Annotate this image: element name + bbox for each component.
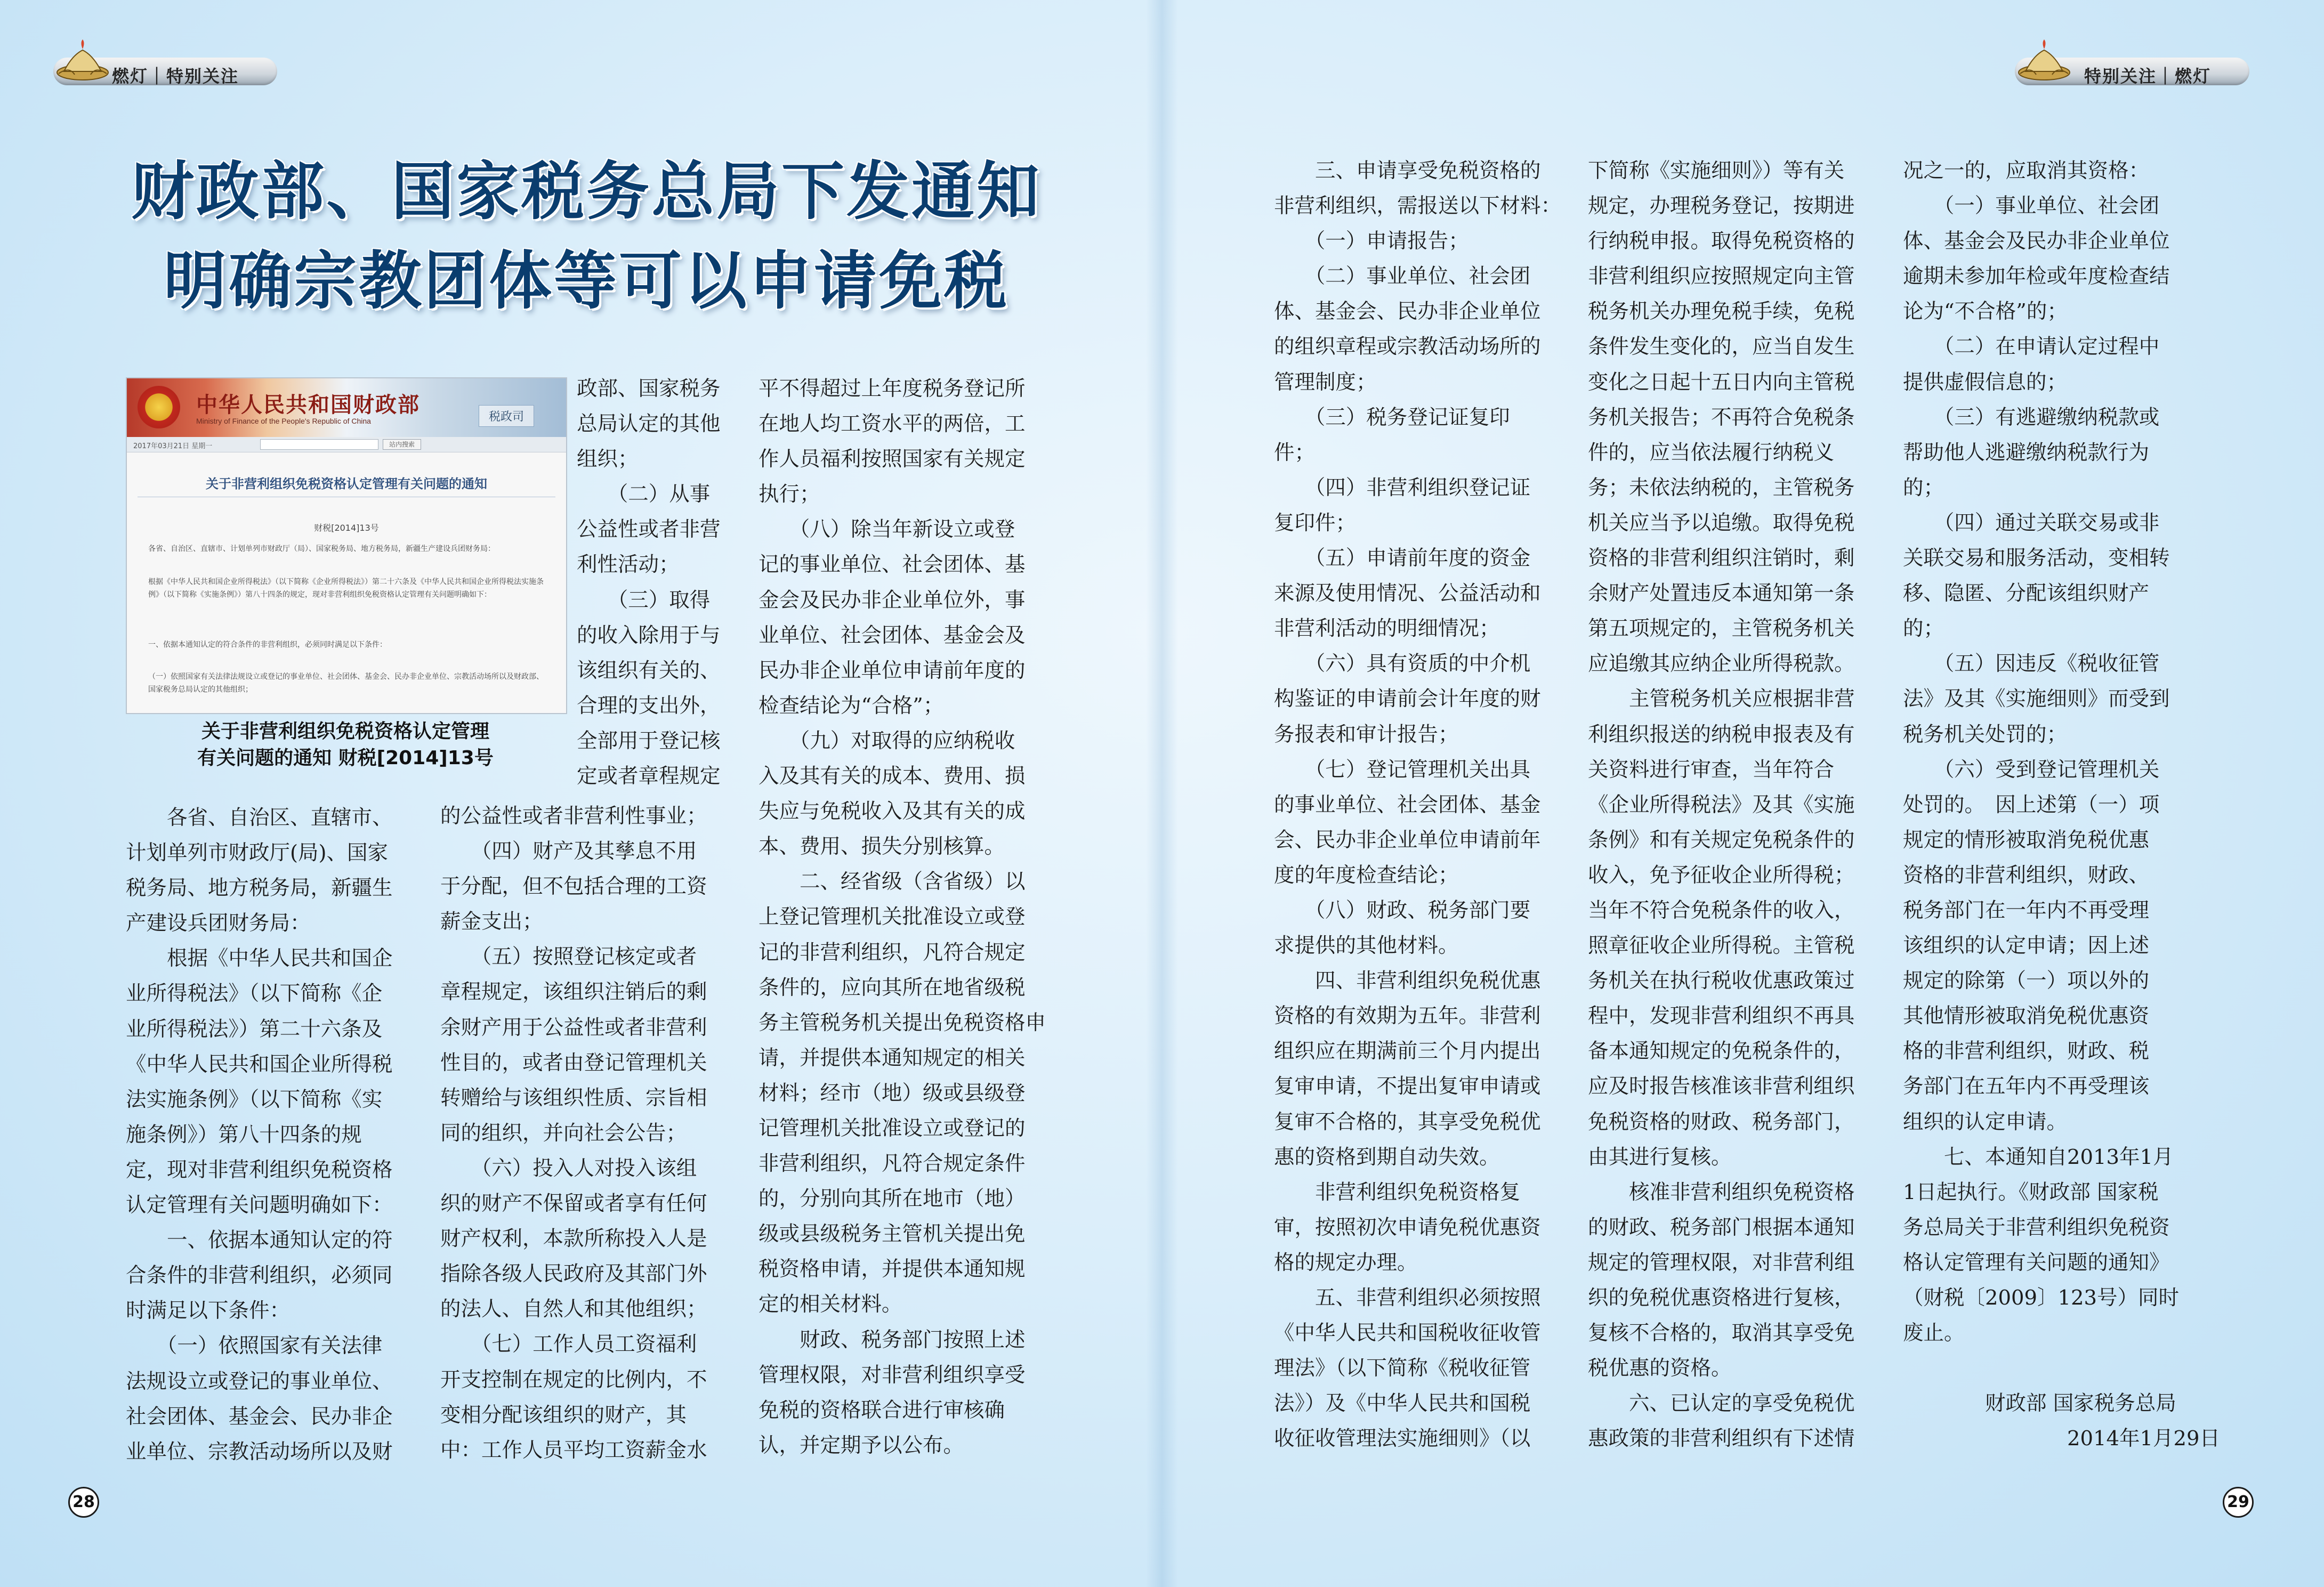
body-text-line: 的，分别向其所在地市（地）: [758, 1187, 1026, 1211]
screenshot-search-button: 站内搜索: [383, 439, 421, 450]
body-text-line: 变化之日起十五日内向主管税: [1588, 370, 1855, 394]
body-text-line: （六）受到登记管理机关: [1903, 757, 2160, 782]
screenshot-caption-line2: 有关问题的通知 财税[2014]13号: [197, 747, 494, 769]
body-text-line: 该组织有关的、: [577, 658, 721, 683]
body-text-line: 利组织报送的纳税申报表及有: [1588, 722, 1855, 747]
body-text-line: 务机关报告；不再符合免税条: [1588, 405, 1855, 430]
body-text-line: 资格的有效期为五年。非营利: [1274, 1004, 1541, 1029]
body-text-line: 检查结论为“合格”；: [758, 693, 944, 718]
screenshot-paragraph-3: 一、依据本通知认定的符合条件的非营利组织，必须同时满足以下条件：: [148, 641, 387, 649]
body-text-line: 六、已认定的享受免税优: [1588, 1391, 1855, 1416]
screenshot-doc-title: 关于非营利组织免税资格认定管理有关问题的通知: [206, 476, 487, 491]
body-text-line: 社会团体、基金会、民办非企: [126, 1404, 393, 1429]
body-text-line: 机关应当予以追缴。取得免税: [1588, 511, 1855, 535]
body-text-line: 格的非营利组织，财政、税: [1903, 1039, 2150, 1064]
body-text-line: （一）事业单位、社会团: [1903, 194, 2160, 218]
body-text-line: 免税资格的财政、税务部门，: [1588, 1110, 1855, 1134]
body-text-line: [1903, 1351, 2201, 1386]
body-text-line: 组织应在期满前三个月内提出: [1274, 1039, 1541, 1064]
body-text-line: 业单位、社会团体、基金会及: [758, 623, 1026, 647]
body-text-line: （九）对取得的应纳税收: [758, 728, 1015, 753]
body-text-line: 税务局、地方税务局，新疆生: [126, 876, 393, 901]
body-text-line: 级或县级税务主管机关提出免: [758, 1222, 1026, 1246]
body-text-line: 求提供的其他材料。: [1274, 934, 1459, 958]
body-text-line: 法规设立或登记的事业单位、: [126, 1369, 393, 1394]
body-text-line: 来源及使用情况、公益活动和: [1274, 581, 1541, 606]
body-text-line: 非营利组织，需报送以下材料：: [1274, 194, 1562, 218]
body-text-line: 1日起执行。《财政部 国家税: [1903, 1180, 2159, 1204]
body-text-line: 格的规定办理。: [1274, 1250, 1418, 1275]
body-text-line: 认定管理有关问题明确如下：: [126, 1193, 393, 1218]
body-text-line: 复审不合格的，其享受免税优: [1274, 1110, 1541, 1134]
body-text-line: 于分配，但不包括合理的工资: [440, 875, 707, 899]
body-text-line: 记管理机关批准设立或登记的: [758, 1116, 1026, 1140]
body-text-line: 该组织的认定申请；因上述: [1903, 934, 2150, 958]
body-text-line: （二）事业单位、社会团: [1274, 264, 1531, 289]
body-text-line: （四）财产及其孳息不用: [440, 839, 697, 864]
body-text-line: 件的，应当依法履行纳税义: [1588, 440, 1835, 465]
body-text-line: 组织；: [577, 447, 639, 472]
body-text-line: （二）从事: [577, 482, 711, 507]
body-text-line: 中：工作人员平均工资薪金水: [440, 1438, 707, 1462]
body-text-line: 合条件的非营利组织，必须同: [126, 1264, 393, 1288]
body-text-line: 《中华人民共和国税收征收管: [1274, 1321, 1541, 1346]
body-text-line: 照章征收企业所得税。主管税: [1588, 934, 1855, 958]
body-text-line: 金会及民办非企业单位外，事: [758, 588, 1026, 612]
article-title-line1: 财政部、国家税务总局下发通知: [131, 155, 1042, 228]
body-text-line: 二、经省级（含省级）以: [758, 870, 1026, 894]
body-text-line: 财政部 国家税务总局: [1903, 1391, 2176, 1416]
body-text-line: 当年不符合免税条件的收入，: [1588, 898, 1855, 922]
body-column-left-2-top: [577, 371, 737, 794]
screenshot-caption: [126, 718, 565, 772]
screenshot-toolbar: [127, 437, 566, 452]
body-text-line: 根据《中华人民共和国企: [126, 946, 393, 971]
page-number-right: 29: [2223, 1487, 2254, 1518]
right-header-label: 特别关注｜燃灯: [2084, 66, 2212, 86]
body-text-line: 非营利组织，凡符合规定条件: [758, 1152, 1026, 1176]
body-text-line: 《企业所得税法》及其《实施: [1588, 792, 1855, 817]
left-header-label: 燃灯｜特别关注: [112, 66, 239, 86]
body-text-line: 产建设兵团财务局：: [126, 911, 311, 936]
body-text-line: （三）税务登记证复印: [1274, 405, 1510, 430]
lotus-lamp-icon: [53, 39, 112, 87]
body-text-line: 四、非营利组织免税优惠: [1274, 969, 1541, 993]
body-text-line: 薪金支出；: [440, 910, 543, 934]
body-text-line: 的收入除用于与: [577, 623, 721, 647]
body-text-line: 《中华人民共和国企业所得税: [126, 1052, 393, 1076]
body-column-right-3: [1903, 153, 2220, 1456]
body-text-line: 余财产处置违反本通知第一条: [1588, 581, 1855, 606]
body-text-line: 备本通知规定的免税条件的，: [1588, 1039, 1855, 1064]
body-text-line: 定的相关材料。: [758, 1292, 902, 1317]
body-text-line: 应及时报告核准该非营利组织: [1588, 1074, 1855, 1099]
body-text-line: （一）申请报告；: [1274, 229, 1469, 254]
body-text-line: 务主管税务机关提出免税资格申: [758, 1010, 1046, 1035]
body-text-line: 由其进行复核。: [1588, 1145, 1732, 1169]
body-text-line: 件；: [1274, 440, 1316, 465]
body-text-line: 免税的资格联合进行审核确: [758, 1398, 1005, 1422]
body-text-line: 的组织章程或宗教活动场所的: [1274, 335, 1541, 359]
screenshot-site-title: 中华人民共和国财政部: [196, 393, 420, 417]
body-text-line: 民办非企业单位申请前年度的: [758, 658, 1026, 683]
body-text-line: 收入，免予征收企业所得税；: [1588, 863, 1855, 887]
body-text-line: （四）非营利组织登记证: [1274, 475, 1531, 500]
body-text-line: 计划单列市财政厅(局)、国家: [126, 841, 389, 865]
body-text-line: 的公益性或者非营利性事业；: [440, 804, 707, 828]
body-text-line: 的；: [1903, 617, 1944, 641]
body-text-line: 七、本通知自2013年1月: [1903, 1145, 2174, 1169]
body-text-line: 会、民办非企业单位申请前年: [1274, 828, 1541, 852]
body-text-line: 施条例》）第八十四条的规: [126, 1122, 362, 1147]
right-header-band: [2015, 58, 2249, 85]
body-text-line: 的财政、税务部门根据本通知: [1588, 1215, 1855, 1240]
body-text-line: 核准非营利组织免税资格: [1588, 1180, 1855, 1204]
body-text-line: 规定的情形被取消免税优惠: [1903, 828, 2150, 852]
body-text-line: 本、费用、损失分别核算。: [758, 835, 1005, 859]
body-text-line: 平不得超过上年度税务登记所: [758, 377, 1026, 401]
body-text-line: 非营利组织免税资格复: [1274, 1180, 1521, 1204]
body-text-line: 税务部门在一年内不再受理: [1903, 898, 2150, 922]
body-column-right-1: [1274, 153, 1572, 1456]
screenshot-dept-label: 税政司: [479, 405, 534, 427]
body-text-line: 业所得税法》）第二十六条及: [126, 1017, 383, 1041]
body-text-line: 组织的认定申请。: [1903, 1110, 2068, 1134]
body-text-line: 条件的，应向其所在地省级税: [758, 975, 1026, 1000]
body-text-line: （三）有逃避缴纳税款或: [1903, 405, 2160, 430]
body-text-line: 余财产用于公益性或者非营利: [440, 1015, 707, 1040]
body-text-line: 章程规定，该组织注销后的剩: [440, 980, 707, 1005]
body-text-line: 格认定管理有关问题的通知》: [1903, 1250, 2170, 1275]
screenshot-paragraph-1: 各省、自治区、直辖市、计划单列市财政厅（局）、国家税务局、地方税务局，新疆生产建设兵团财务局：: [148, 545, 495, 553]
body-text-line: 惠的资格到期自动失效。: [1274, 1145, 1500, 1169]
body-text-line: 主管税务机关应根据非营: [1588, 687, 1855, 711]
body-text-line: 资格的非营利组织注销时，剩: [1588, 546, 1855, 571]
website-screenshot-image: [126, 377, 567, 714]
body-text-line: （八）财政、税务部门要: [1274, 898, 1531, 922]
body-text-line: 提供虚假信息的；: [1903, 370, 2068, 394]
body-text-line: 务部门在五年内不再受理该: [1903, 1074, 2150, 1099]
body-text-line: 材料；经市（地）级或县级登: [758, 1081, 1026, 1105]
body-text-line: 况之一的，应取消其资格：: [1903, 159, 2150, 183]
body-text-line: 非营利组织应按照规定向主管: [1588, 264, 1855, 289]
lotus-lamp-icon: [2015, 39, 2073, 87]
body-text-line: 公益性或者非营: [577, 517, 721, 542]
screenshot-search-box: [260, 439, 378, 450]
body-text-line: 规定，办理税务登记，按期进: [1588, 194, 1855, 218]
body-text-line: 资格的非营利组织，财政、: [1903, 863, 2150, 887]
body-text-line: 法实施条例》（以下简称《实: [126, 1087, 383, 1112]
body-text-line: 度的年度检查结论；: [1274, 863, 1459, 887]
body-text-line: （二）在申请认定过程中: [1903, 335, 2160, 359]
national-emblem-icon: [138, 386, 180, 428]
body-text-line: 处罚的。 因上述第（一）项: [1903, 792, 2160, 817]
body-text-line: 同的组织，并向社会公告；: [440, 1121, 687, 1145]
body-text-line: （五）因违反《税收征管: [1903, 652, 2160, 676]
body-text-line: 逾期未参加年检或年度检查结: [1903, 264, 2170, 289]
body-text-line: 法》）及《中华人民共和国税: [1274, 1391, 1531, 1416]
body-text-line: 论为“不合格”的；: [1903, 299, 2068, 324]
screenshot-paragraph-2: 根据《中华人民共和国企业所得税法》（以下简称《企业所得税法》）第二十六条及《中华人民共和国企业所得税法实施条例》（以下简称《实施条例》）第八十四条的规定，现对非营利组织免税资格认定管理有关问题明确如下：: [148, 578, 544, 599]
body-text-line: 的事业单位、社会团体、基金: [1274, 792, 1541, 817]
body-text-line: 利性活动；: [577, 553, 680, 577]
body-text-line: 认，并定期予以公布。: [758, 1433, 964, 1458]
body-text-line: 一、依据本通知认定的符: [126, 1228, 393, 1253]
screenshot-toolbar-date: 2017年03月21日 星期一: [133, 442, 213, 450]
body-text-line: 体、基金会、民办非企业单位: [1274, 299, 1541, 324]
body-text-line: 合理的支出外，: [577, 693, 721, 718]
body-text-line: 其他情形被取消免税优惠资: [1903, 1004, 2150, 1029]
right-page: [1162, 0, 2324, 1587]
body-text-line: 关资料进行审查，当年符合: [1588, 757, 1835, 782]
article-title-line2: 明确宗教团体等可以申请免税: [163, 244, 1009, 318]
body-text-line: 业所得税法》（以下简称《企: [126, 982, 383, 1006]
body-text-line: 复审申请，不提出复审申请或: [1274, 1074, 1541, 1099]
screenshot-paragraph-4: （一）依照国家有关法律法规设立或登记的事业单位、社会团体、基金会、民办非企业单位、宗教活动场所以及财政部、国家税务总局认定的其他组织；: [148, 673, 544, 694]
body-text-line: 执行；: [758, 482, 820, 507]
body-text-line: 政部、国家税务: [577, 377, 721, 401]
body-text-line: 务；未依法纳税的，主管税务: [1588, 475, 1855, 500]
body-text-line: 的；: [1903, 475, 1944, 500]
body-text-line: 管理权限，对非营利组织享受: [758, 1363, 1026, 1387]
body-text-line: 废止。: [1903, 1321, 1965, 1346]
body-text-line: 性目的，或者由登记管理机关: [440, 1050, 707, 1075]
body-text-line: 总局认定的其他: [577, 412, 721, 436]
body-text-line: 非营利活动的明细情况；: [1274, 617, 1500, 641]
body-text-line: 复核不合格的，取消其享受免: [1588, 1321, 1855, 1346]
body-text-line: 帮助他人逃避缴纳税款行为: [1903, 440, 2150, 465]
body-text-line: 规定的管理权限，对非营利组: [1588, 1250, 1855, 1275]
body-text-line: 条例》和有关规定免税条件的: [1588, 828, 1855, 852]
body-text-line: 2014年1月29日: [1903, 1427, 2220, 1451]
body-column-right-2: [1588, 153, 1886, 1456]
body-text-line: 变相分配该组织的财产，其: [440, 1403, 687, 1427]
body-column-left-3: [758, 371, 1054, 1463]
body-text-line: 条件发生变化的，应当自发生: [1588, 335, 1855, 359]
body-text-line: 务总局关于非营利组织免税资: [1903, 1215, 2170, 1240]
body-text-line: 织的免税优惠资格进行复核，: [1588, 1286, 1855, 1310]
body-text-line: 失应与免税收入及其有关的成: [758, 799, 1026, 824]
body-text-line: 请，并提供本通知规定的相关: [758, 1046, 1026, 1070]
body-text-line: （七）工作人员工资福利: [440, 1332, 697, 1357]
body-text-line: （一）依照国家有关法律: [126, 1334, 383, 1358]
body-text-line: （六）投入人对投入该组: [440, 1156, 697, 1180]
left-header-band: [53, 58, 277, 85]
body-text-line: 应追缴其应纳企业所得税款。: [1588, 652, 1855, 676]
body-text-line: 作人员福利按照国家有关规定: [758, 447, 1026, 472]
body-text-line: （三）取得: [577, 588, 711, 612]
body-text-line: 审，按照初次申请免税优惠资: [1274, 1215, 1541, 1240]
body-text-line: 在地人均工资水平的两倍，工: [758, 412, 1026, 436]
body-text-line: 入及其有关的成本、费用、损: [758, 764, 1026, 789]
body-text-line: 财政、税务部门按照上述: [758, 1327, 1026, 1352]
body-text-line: 记的事业单位、社会团体、基: [758, 553, 1026, 577]
body-text-line: 三、申请享受免税资格的: [1274, 159, 1541, 183]
body-text-line: 业单位、宗教活动场所以及财: [126, 1439, 393, 1464]
body-text-line: 税资格申请，并提供本通知规: [758, 1257, 1026, 1282]
body-column-left-1: [126, 800, 422, 1470]
body-text-line: 下简称《实施细则》）等有关: [1588, 159, 1845, 183]
body-text-line: （四）通过关联交易或非: [1903, 511, 2160, 535]
body-text-line: 税务机关处罚的；: [1903, 722, 2068, 747]
body-text-line: 全部用于登记核: [577, 728, 721, 753]
body-text-line: 规定的除第（一）项以外的: [1903, 969, 2150, 993]
body-text-line: （七）登记管理机关出具: [1274, 757, 1531, 782]
body-text-line: 理法》（以下简称《税收征管: [1274, 1356, 1531, 1381]
screenshot-site-subtitle: Ministry of Finance of the People's Republic of China: [196, 417, 371, 425]
body-text-line: 定，现对非营利组织免税资格: [126, 1157, 393, 1182]
body-text-line: 务机关在执行税收优惠政策过: [1588, 969, 1855, 993]
body-text-line: 移、隐匿、分配该组织财产: [1903, 581, 2150, 606]
body-text-line: 管理制度；: [1274, 370, 1377, 394]
body-text-line: 收征收管理法实施细则》（以: [1274, 1427, 1531, 1451]
body-text-line: 关联交易和服务活动，变相转: [1903, 546, 2170, 571]
body-text-line: （五）申请前年度的资金: [1274, 546, 1531, 571]
body-text-line: 转赠给与该组织性质、宗旨相: [440, 1086, 707, 1110]
body-text-line: 体、基金会及民办非企业单位: [1903, 229, 2170, 254]
body-text-line: 构鉴证的申请前会计年度的财: [1274, 687, 1541, 711]
page-number-left: 28: [68, 1487, 99, 1518]
body-text-line: （六）具有资质的中介机: [1274, 652, 1531, 676]
body-text-line: 各省、自治区、直辖市、: [126, 806, 393, 830]
body-text-line: 程中，发现非营利组织不再具: [1588, 1004, 1855, 1029]
body-text-line: 开支控制在规定的比例内，不: [440, 1367, 707, 1392]
body-text-line: 的法人、自然人和其他组织；: [440, 1297, 707, 1322]
screenshot-caption-line1: 关于非营利组织免税资格认定管理: [201, 720, 489, 742]
body-text-line: 法》及其《实施细则》而受到: [1903, 687, 2170, 711]
body-text-line: （五）按照登记核定或者: [440, 945, 697, 969]
body-text-line: 财产权利，本款所称投入人是: [440, 1227, 707, 1251]
screenshot-doc-number: 财税[2014]13号: [314, 523, 379, 533]
body-column-left-2-bottom: [440, 799, 736, 1468]
body-text-line: （八）除当年新设立或登: [758, 517, 1015, 542]
body-text-line: 五、非营利组织必须按照: [1274, 1286, 1541, 1310]
body-text-line: 行纳税申报。取得免税资格的: [1588, 229, 1855, 254]
body-text-line: 上登记管理机关批准设立或登: [758, 905, 1026, 929]
body-text-line: （财税〔2009〕123号）同时: [1903, 1286, 2179, 1310]
body-text-line: 第五项规定的，主管税务机关: [1588, 617, 1855, 641]
body-text-line: 务报表和审计报告；: [1274, 722, 1459, 747]
body-text-line: 指除各级人民政府及其部门外: [440, 1262, 707, 1286]
body-text-line: 税优惠的资格。: [1588, 1356, 1732, 1381]
body-text-line: 惠政策的非营利组织有下述情: [1588, 1427, 1855, 1451]
body-text-line: 织的财产不保留或者享有任何: [440, 1192, 707, 1216]
body-text-line: 定或者章程规定: [577, 764, 721, 789]
body-text-line: 复印件；: [1274, 511, 1357, 535]
body-text-line: 时满足以下条件：: [126, 1299, 290, 1323]
body-text-line: 税务机关办理免税手续，免税: [1588, 299, 1855, 324]
body-text-line: 记的非营利组织，凡符合规定: [758, 940, 1026, 965]
